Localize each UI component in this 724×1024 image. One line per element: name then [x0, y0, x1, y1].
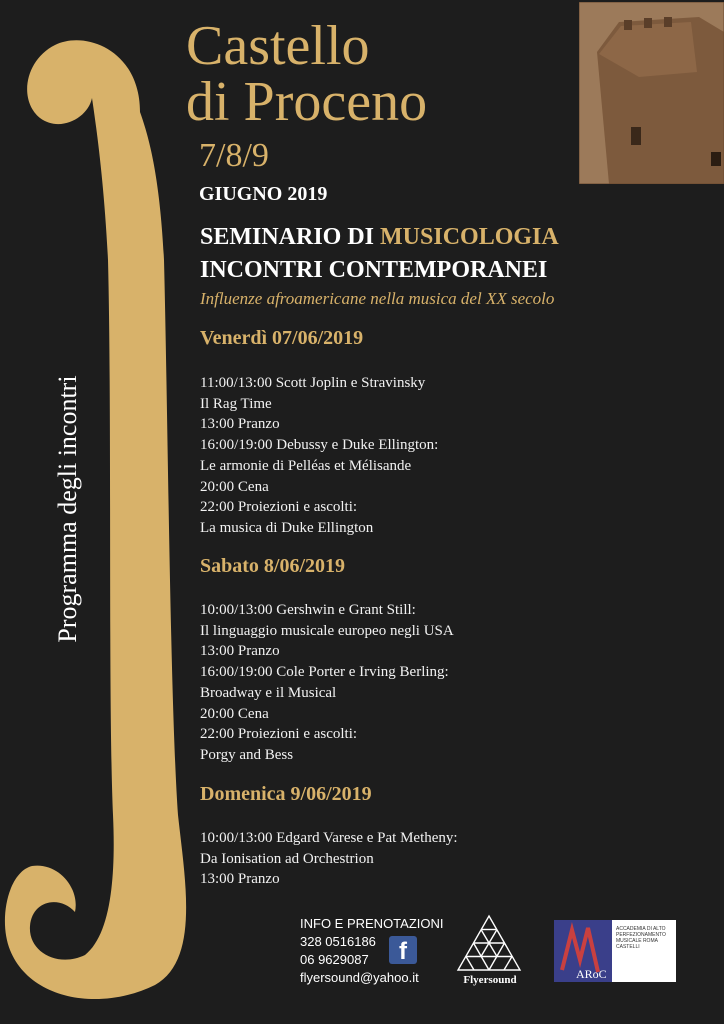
day-title-sunday: Domenica 9/06/2019	[200, 783, 372, 805]
academy-mark-icon	[554, 920, 612, 982]
event-line: 22:00 Proiezioni e ascolti:	[200, 499, 358, 516]
event-line: 13:00 Pranzo	[200, 871, 280, 888]
event-line: Porgy and Bess	[200, 746, 294, 763]
event-line: Le armonie di Pelléas et Mélisande	[200, 457, 412, 474]
event-line: 22:00 Proiezioni e ascolti:	[200, 726, 358, 743]
contact-heading: INFO E PRENOTAZIONI	[300, 916, 444, 931]
event-line: Da Ionisation ad Orchestrion	[200, 850, 374, 867]
heading-part1: SEMINARIO DI	[200, 224, 381, 250]
event-month: GIUGNO 2019	[199, 183, 328, 205]
event-line: 10:00/13:00 Edgard Varese e Pat Metheny:	[200, 830, 458, 846]
event-line: 10:00/13:00 Gershwin e Grant Still:	[200, 602, 416, 618]
academy-logo-text: ARoC	[576, 967, 607, 981]
day-events-saturday	[200, 600, 454, 766]
event-line: 16:00/19:00 Debussy e Duke Ellington:	[200, 437, 439, 454]
email[interactable]: flyersound@yahoo.it	[300, 970, 419, 985]
tower-photo	[579, 2, 724, 184]
flyersound-label: Flyersound	[463, 974, 517, 986]
event-line: Broadway e il Musical	[200, 684, 337, 701]
event-line: 13:00 Pranzo	[200, 643, 280, 660]
event-dates: 7/8/9	[199, 137, 269, 174]
heading-line2: INCONTRI CONTEMPORANEI	[200, 257, 548, 283]
venue-title-line2: di Proceno	[186, 71, 428, 133]
contact-info	[300, 915, 444, 987]
facebook-icon[interactable]: f	[389, 936, 417, 964]
academy-logo	[554, 920, 676, 982]
seminar-heading	[200, 221, 559, 287]
heading-highlight: MUSICOLOGIA	[380, 224, 559, 250]
academy-text: ACCADEMIA DI ALTO PERFEZIONAMENTO MUSICALE ROMA CASTELLI	[616, 926, 666, 950]
program-vertical-label: Programma degli incontri	[53, 375, 82, 643]
event-line: 13:00 Pranzo	[200, 416, 280, 433]
event-line: Il linguaggio musicale europeo negli USA	[200, 622, 454, 639]
venue-title	[186, 15, 428, 133]
event-line: 20:00 Cena	[200, 478, 269, 495]
phone-1: 328 0516186	[300, 934, 376, 949]
phone-2: 06 9629087	[300, 952, 369, 967]
event-line: 20:00 Cena	[200, 705, 269, 722]
day-events-friday	[200, 373, 438, 539]
event-line: Il Rag Time	[200, 395, 272, 412]
seminar-subtitle: Influenze afroamericane nella musica del XX secolo	[200, 289, 555, 308]
day-events-sunday	[200, 828, 458, 890]
event-line: La musica di Duke Ellington	[200, 519, 374, 536]
venue-title-line1: Castello	[186, 15, 370, 77]
day-title-friday: Venerdì 07/06/2019	[200, 327, 364, 349]
day-title-saturday: Sabato 8/06/2019	[200, 555, 346, 577]
event-line: 16:00/19:00 Cole Porter e Irving Berling:	[200, 664, 449, 681]
event-line: 11:00/13:00 Scott Joplin e Stravinsky	[200, 375, 426, 391]
